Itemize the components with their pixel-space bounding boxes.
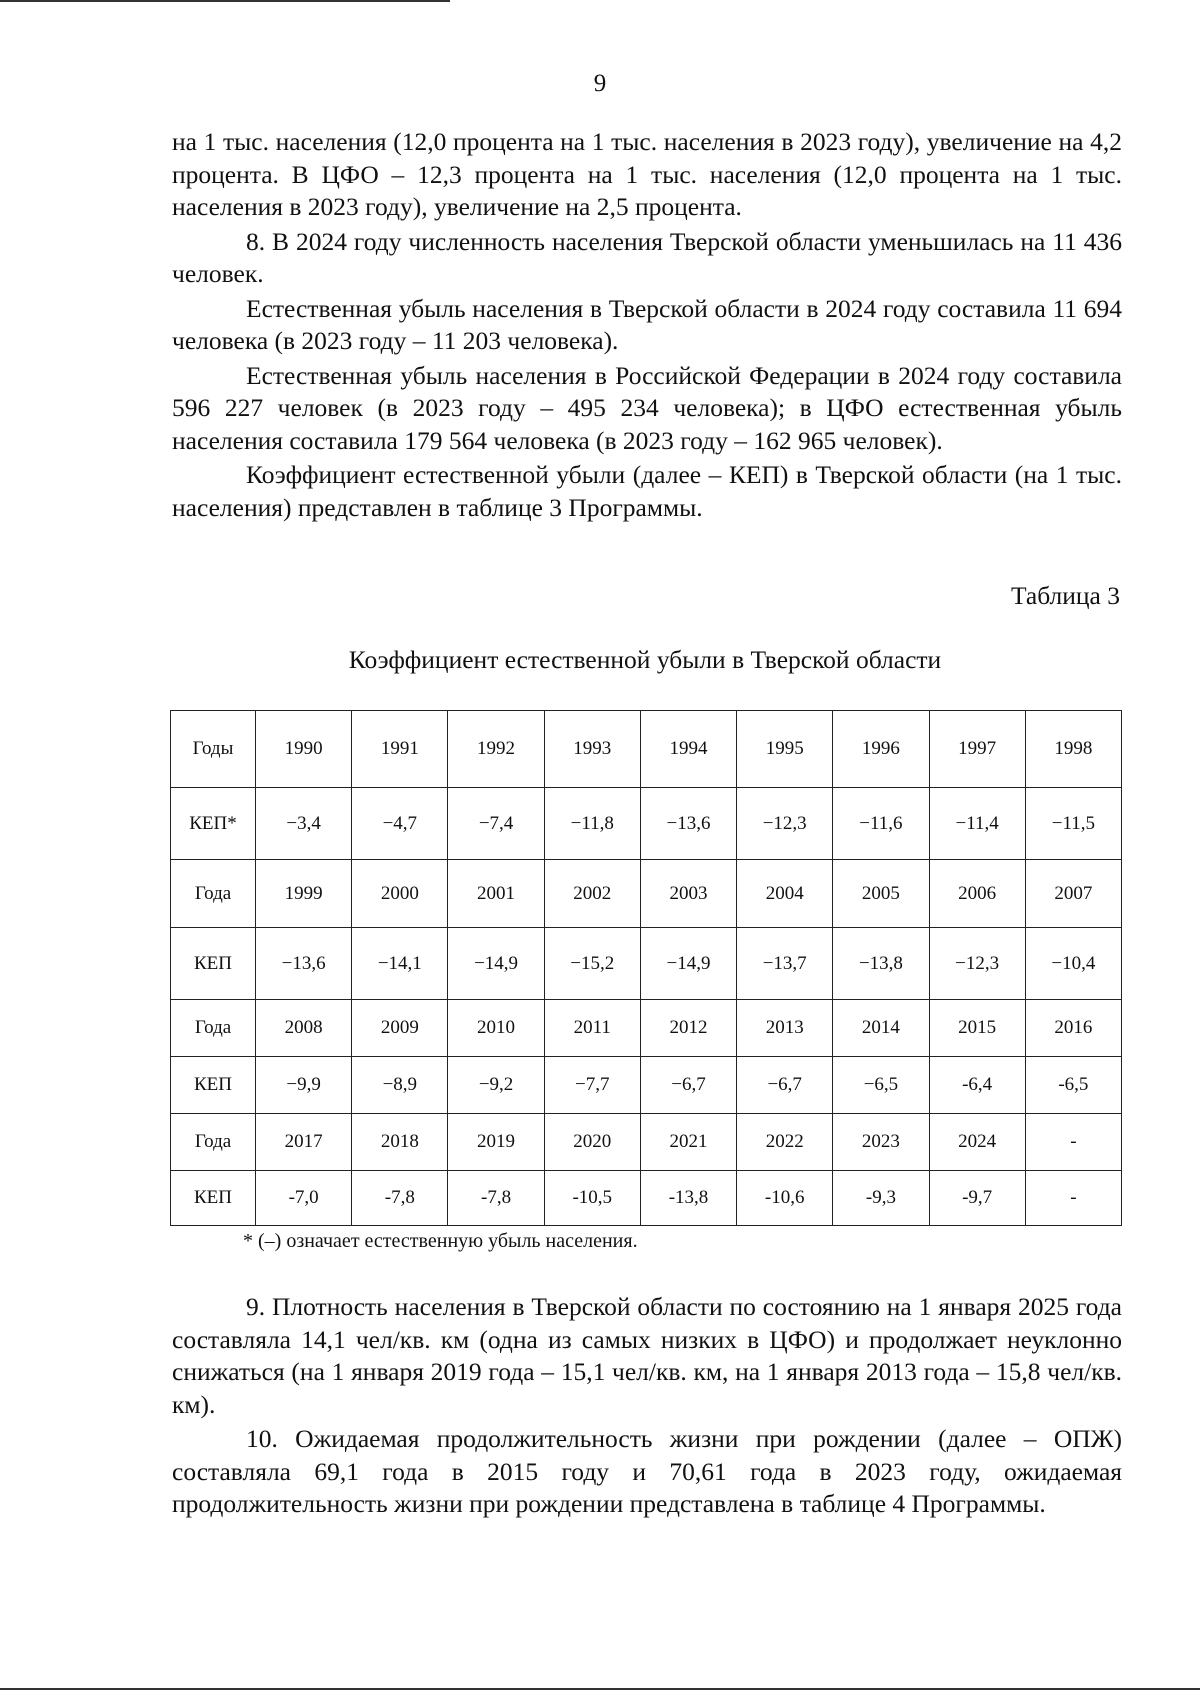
- table-cell: 2018: [352, 1114, 448, 1171]
- table-cell: −11,5: [1025, 788, 1121, 860]
- table-row: [171, 711, 1122, 788]
- table-cell: -7,8: [448, 1171, 544, 1226]
- table-row: [171, 1057, 1122, 1114]
- paragraph: Коэффициент естественной убыли (далее – КЕП) в Тверской области (на 1 тыс. населения) представлен в таблице 3 Программы.: [172, 460, 1122, 522]
- table-label: Таблица 3: [1010, 581, 1120, 610]
- scan-edge-bottom: [0, 1688, 1200, 1690]
- table-cell: 2015: [929, 1000, 1025, 1057]
- table-row: [171, 1000, 1122, 1057]
- table-cell: −14,1: [352, 928, 448, 1000]
- table-cell: 1992: [448, 711, 544, 788]
- table-cell: −6,7: [737, 1057, 833, 1114]
- table-row: [171, 928, 1122, 1000]
- paragraph: 8. В 2024 году численность населения Тверской области уменьшилась на 11 436 человек.: [172, 226, 1122, 288]
- table-footnote: * (–) означает естественную убыль населения.: [243, 1230, 638, 1252]
- table-cell: −13,8: [833, 928, 929, 1000]
- row-label: Года: [171, 1000, 256, 1057]
- table-cell: 2013: [737, 1000, 833, 1057]
- table-cell: −12,3: [737, 788, 833, 860]
- table-cell: −11,8: [544, 788, 640, 860]
- table-cell: −11,4: [929, 788, 1025, 860]
- table-cell: −13,6: [640, 788, 736, 860]
- table-cell: 1995: [737, 711, 833, 788]
- table-cell: −11,6: [833, 788, 929, 860]
- table-cell: −13,6: [256, 928, 352, 1000]
- table-cell: −14,9: [448, 928, 544, 1000]
- table-cell: 2022: [737, 1114, 833, 1171]
- kep-table: [170, 710, 1122, 1226]
- table-cell: -13,8: [640, 1171, 736, 1226]
- table-cell: -10,6: [737, 1171, 833, 1226]
- table-cell: −15,2: [544, 928, 640, 1000]
- row-label: Годы: [171, 711, 256, 788]
- table-cell: 1994: [640, 711, 736, 788]
- table-cell: 2017: [256, 1114, 352, 1171]
- table-cell: -7,0: [256, 1171, 352, 1226]
- table-row: [171, 1171, 1122, 1226]
- row-label: Года: [171, 1114, 256, 1171]
- table-cell: −8,9: [352, 1057, 448, 1114]
- table-cell: -6,4: [929, 1057, 1025, 1114]
- table-cell: −12,3: [929, 928, 1025, 1000]
- table-cell: −4,7: [352, 788, 448, 860]
- table-cell: −6,7: [640, 1057, 736, 1114]
- table-cell: 1996: [833, 711, 929, 788]
- row-label: КЕП*: [171, 788, 256, 860]
- table-cell: 2007: [1025, 860, 1121, 928]
- table-cell: 2009: [352, 1000, 448, 1057]
- table-cell: -6,5: [1025, 1057, 1121, 1114]
- table-cell: -7,8: [352, 1171, 448, 1226]
- row-label: КЕП: [171, 1057, 256, 1114]
- table-cell: 2021: [640, 1114, 736, 1171]
- table-row: [171, 860, 1122, 928]
- scan-edge-top: [0, 0, 450, 2]
- table-cell: 2019: [448, 1114, 544, 1171]
- table-cell: 2016: [1025, 1000, 1121, 1057]
- table-cell: −7,4: [448, 788, 544, 860]
- body-text-top: [172, 126, 1122, 524]
- table-cell: −14,9: [640, 928, 736, 1000]
- table-cell: 2010: [448, 1000, 544, 1057]
- table-cell: 2020: [544, 1114, 640, 1171]
- table-cell: -9,7: [929, 1171, 1025, 1226]
- paragraph: на 1 тыс. населения (12,0 процента на 1 тыс. населения в 2023 году), увеличение на 4,2 процента. В ЦФО – 12,3 процента на 1 тыс. населения (12,0 процента на 1 тыс. населения в 2023 году), увеличение на 2,5 процента.: [172, 127, 1122, 221]
- table-cell: 2005: [833, 860, 929, 928]
- table-cell: 2002: [544, 860, 640, 928]
- row-label: КЕП: [171, 1171, 256, 1226]
- table-cell: 2001: [448, 860, 544, 928]
- table-cell: 2023: [833, 1114, 929, 1171]
- table-cell: -: [1025, 1171, 1121, 1226]
- table-cell: 1990: [256, 711, 352, 788]
- row-label: КЕП: [171, 928, 256, 1000]
- paragraph: Естественная убыль населения в Тверской области в 2024 году составила 11 694 человека (в 2023 году – 11 203 человека).: [172, 293, 1122, 355]
- table-cell: 1997: [929, 711, 1025, 788]
- table-cell: 2004: [737, 860, 833, 928]
- table-title: Коэффициент естественной убыли в Тверской области: [348, 645, 942, 674]
- body-text-bottom: [172, 1291, 1122, 1521]
- table-cell: 1998: [1025, 711, 1121, 788]
- table-cell: -10,5: [544, 1171, 640, 1226]
- table-cell: 2014: [833, 1000, 929, 1057]
- paragraph: 10. Ожидаемая продолжительность жизни при рождении (далее – ОПЖ) составляла 69,1 года в 2015 году и 70,61 года в 2023 году, ожидаемая продолжительность жизни при рождении представлена в таблице 4 Программы.: [172, 1424, 1122, 1518]
- table-cell: −3,4: [256, 788, 352, 860]
- paragraph: 9. Плотность населения в Тверской области по состоянию на 1 января 2025 года составляла 14,1 чел/кв. км (одна из самых низких в ЦФО) и продолжает неуклонно снижаться (на 1 января 2019 года – 15,1 чел/кв. км, на 1 января 2013 года – 15,8 чел/кв. км).: [172, 1292, 1122, 1419]
- table-cell: 2003: [640, 860, 736, 928]
- table-cell: −9,2: [448, 1057, 544, 1114]
- table-cell: −6,5: [833, 1057, 929, 1114]
- page-number: 9: [593, 70, 607, 97]
- table-cell: −13,7: [737, 928, 833, 1000]
- table-cell: 1999: [256, 860, 352, 928]
- row-label: Года: [171, 860, 256, 928]
- table-cell: −10,4: [1025, 928, 1121, 1000]
- table-cell: 2024: [929, 1114, 1025, 1171]
- table-row: [171, 1114, 1122, 1171]
- paragraph: Естественная убыль населения в Российской Федерации в 2024 году составила 596 227 человек (в 2023 году – 495 234 человека); в ЦФО естественная убыль населения составила 179 564 человека (в 2023 году – 162 965 человек).: [172, 360, 1122, 455]
- table-cell: 2000: [352, 860, 448, 928]
- table-cell: 1991: [352, 711, 448, 788]
- table-cell: 2006: [929, 860, 1025, 928]
- table-cell: 2012: [640, 1000, 736, 1057]
- table-row: [171, 788, 1122, 860]
- table-cell: −7,7: [544, 1057, 640, 1114]
- table-cell: -9,3: [833, 1171, 929, 1226]
- table-cell: −9,9: [256, 1057, 352, 1114]
- table-cell: 2011: [544, 1000, 640, 1057]
- table-cell: 1993: [544, 711, 640, 788]
- table-cell: 2008: [256, 1000, 352, 1057]
- table-cell: -: [1025, 1114, 1121, 1171]
